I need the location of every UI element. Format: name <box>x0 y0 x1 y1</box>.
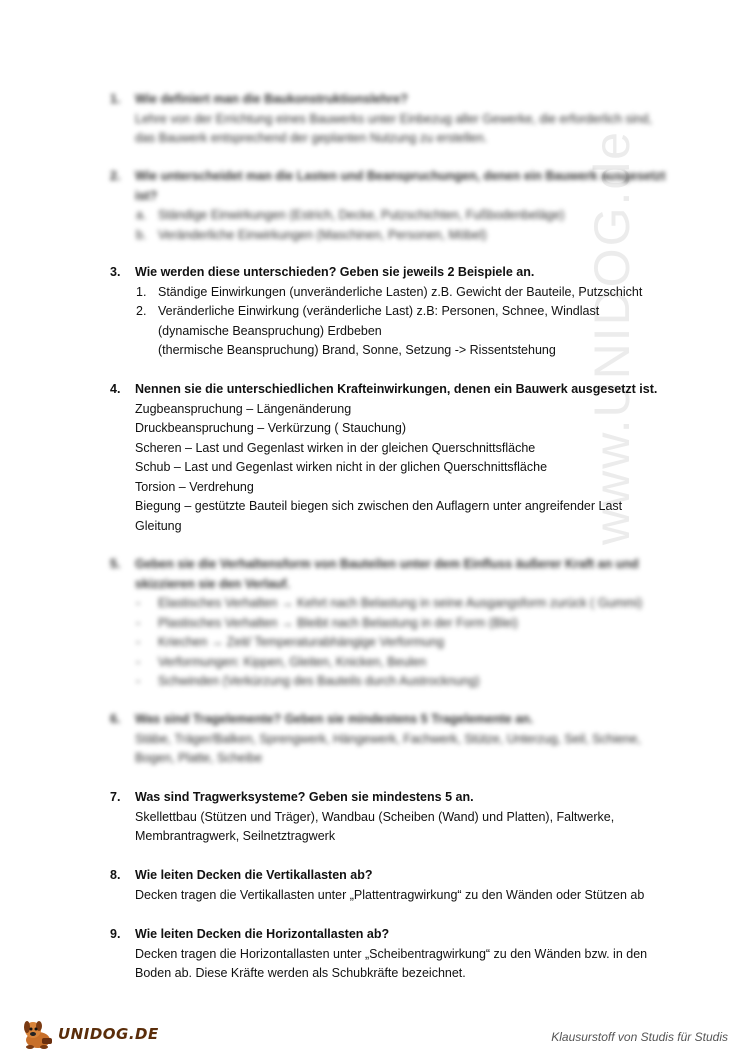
answer-line: Boden ab. Diese Kräfte werden als Schubkräfte bezeichnet. <box>135 966 466 980</box>
answer-line: Membrantragwerk, Seilnetztragwerk <box>135 829 336 843</box>
question-title: Was sind Tragelemente? Geben sie mindestens 5 Tragelemente an. <box>135 712 534 726</box>
item-text: Verformungen: Kippen, Gleiten, Knicken, Beulen <box>158 654 427 669</box>
question-number: 1. <box>110 92 121 106</box>
question-9 <box>110 925 670 984</box>
question-1 <box>110 90 670 149</box>
item-text: Veränderliche Einwirkung (veränderliche Last) z.B: Personen, Schnee, Windlast <box>158 304 600 318</box>
question-8 <box>110 866 670 905</box>
answer-item <box>136 653 670 673</box>
question-number: 7. <box>110 790 121 804</box>
footer-tagline: Klausurstoff von Studis für Studis <box>551 1030 728 1044</box>
answer-item <box>136 302 670 322</box>
item-marker: - <box>136 635 141 649</box>
answer-line: Scheren – Last und Gegenlast wirken in der gleichen Querschnittsfläche <box>135 440 536 455</box>
item-marker: a. <box>136 208 147 222</box>
answer-line: Stäbe, Träger/Balken, Sprengwerk, Hängewerk, Fachwerk, Stütze, Unterzug, Seil, Schiene, <box>135 731 641 746</box>
question-4 <box>110 380 670 536</box>
item-text: Schwinden (Verkürzung des Bauteils durch Austrocknung) <box>158 674 480 688</box>
answer-line: Lehre von der Errichtung eines Bauwerks unter Einbezug aller Gewerke, die erforderlich sind, <box>135 111 652 126</box>
question-number: 9. <box>110 927 121 941</box>
item-marker: - <box>136 596 141 610</box>
answer-line: Gleitung <box>135 518 182 533</box>
answer-item-cont: (thermische Beanspruchung) Brand, Sonne, Setzung -> Rissentstehung <box>158 343 556 357</box>
question-title: Wie leiten Decken die Vertikallasten ab? <box>135 868 373 882</box>
question-2 <box>110 167 670 245</box>
item-marker: - <box>136 615 141 630</box>
question-number: 5. <box>110 557 121 571</box>
answer-line: Zugbeanspruchung – Längenänderung <box>135 401 352 416</box>
question-title: Wie leiten Decken die Horizontallasten ab? <box>135 927 390 941</box>
item-text: Ständige Einwirkungen (Estrich, Decke, Putzschichten, Fußbodenbeläge) <box>158 208 565 222</box>
answer-item <box>136 614 670 634</box>
item-marker: - <box>136 654 141 669</box>
answer-line: Decken tragen die Vertikallasten unter „Plattentragwirkung“ zu den Wänden oder Stützen ab <box>135 887 645 902</box>
question-title: Wie definiert man die Baukonstruktionslehre? <box>135 92 408 106</box>
question-title: Wie werden diese unterschieden? Geben sie jeweils 2 Beispiele an. <box>135 265 535 279</box>
watermark: www.UNIDOG.de <box>584 130 640 545</box>
logo-text: UNIDOG.DE <box>58 1025 159 1043</box>
item-marker: 2. <box>136 304 147 318</box>
answer-line: Bogen, Platte, Scheibe <box>135 751 263 765</box>
answer-item <box>136 283 670 303</box>
question-number: 2. <box>110 169 121 183</box>
answer-item <box>136 672 670 692</box>
answer-item <box>136 226 670 246</box>
item-marker: - <box>136 674 141 688</box>
question-title: Was sind Tragwerksysteme? Geben sie mindestens 5 an. <box>135 790 474 804</box>
item-text: Kriechen → Zeit/ Temperaturabhängige Verformung <box>158 635 445 649</box>
question-number: 6. <box>110 712 121 726</box>
answer-item <box>136 206 670 226</box>
item-marker: b. <box>136 227 147 242</box>
question-7 <box>110 788 670 847</box>
item-text: Ständige Einwirkungen (unveränderliche Lasten) z.B. Gewicht der Bauteile, Putzschicht <box>158 284 643 299</box>
answer-item-cont: (dynamische Beanspruchung) Erdbeben <box>158 323 382 338</box>
answer-line: Biegung – gestützte Bauteil biegen sich zwischen den Auflagern unter angreifender Last <box>135 499 623 513</box>
item-marker: 1. <box>136 284 147 299</box>
answer-item <box>136 594 670 614</box>
question-number: 3. <box>110 265 121 279</box>
question-number: 4. <box>110 382 121 396</box>
answer-line: Schub – Last und Gegenlast wirken nicht in der glichen Querschnittsfläche <box>135 460 548 474</box>
answer-line: Torsion – Verdrehung <box>135 479 254 494</box>
answer-item <box>136 633 670 653</box>
unidog-logo <box>20 1018 159 1050</box>
answer-line: Druckbeanspruchung – Verkürzung ( Stauchung) <box>135 421 406 435</box>
question-number: 8. <box>110 868 121 882</box>
item-text: Elastisches Verhalten → Kehrt nach Belastung in seine Ausgangsform zurück ( Gummi) <box>158 596 643 610</box>
question-title: Wie unterscheidet man die Lasten und Beanspruchungen, denen ein Bauwerk ausgesetzt <box>135 169 666 183</box>
question-title-cont: ist? <box>135 188 158 203</box>
question-6 <box>110 710 670 769</box>
answer-line: Skellettbau (Stützen und Träger), Wandbau (Scheiben (Wand) und Platten), Faltwerke, <box>135 809 615 824</box>
question-title-cont: skizzieren sie den Verlauf. <box>135 576 290 591</box>
answer-line: Decken tragen die Horizontallasten unter „Scheibentragwirkung“ zu den Wänden bzw. in den <box>135 946 648 961</box>
answer-line: das Bauwerk entsprechend der geplanten Nutzung zu erstellen. <box>135 131 488 145</box>
dog-mascot-icon <box>20 1018 56 1050</box>
question-5 <box>110 555 670 692</box>
item-text: Plastisches Verhalten → Bleibt nach Belastung in der Form (Blei) <box>158 615 518 630</box>
question-title: Geben sie die Verhaltensform von Bauteilen unter dem Einfluss äußerer Kraft an und <box>135 557 639 571</box>
question-3 <box>110 263 670 361</box>
question-title: Nennen sie die unterschiedlichen Krafteinwirkungen, denen ein Bauwerk ausgesetzt ist. <box>135 382 658 396</box>
item-text: Veränderliche Einwirkungen (Maschinen, Personen, Möbel) <box>158 227 487 242</box>
